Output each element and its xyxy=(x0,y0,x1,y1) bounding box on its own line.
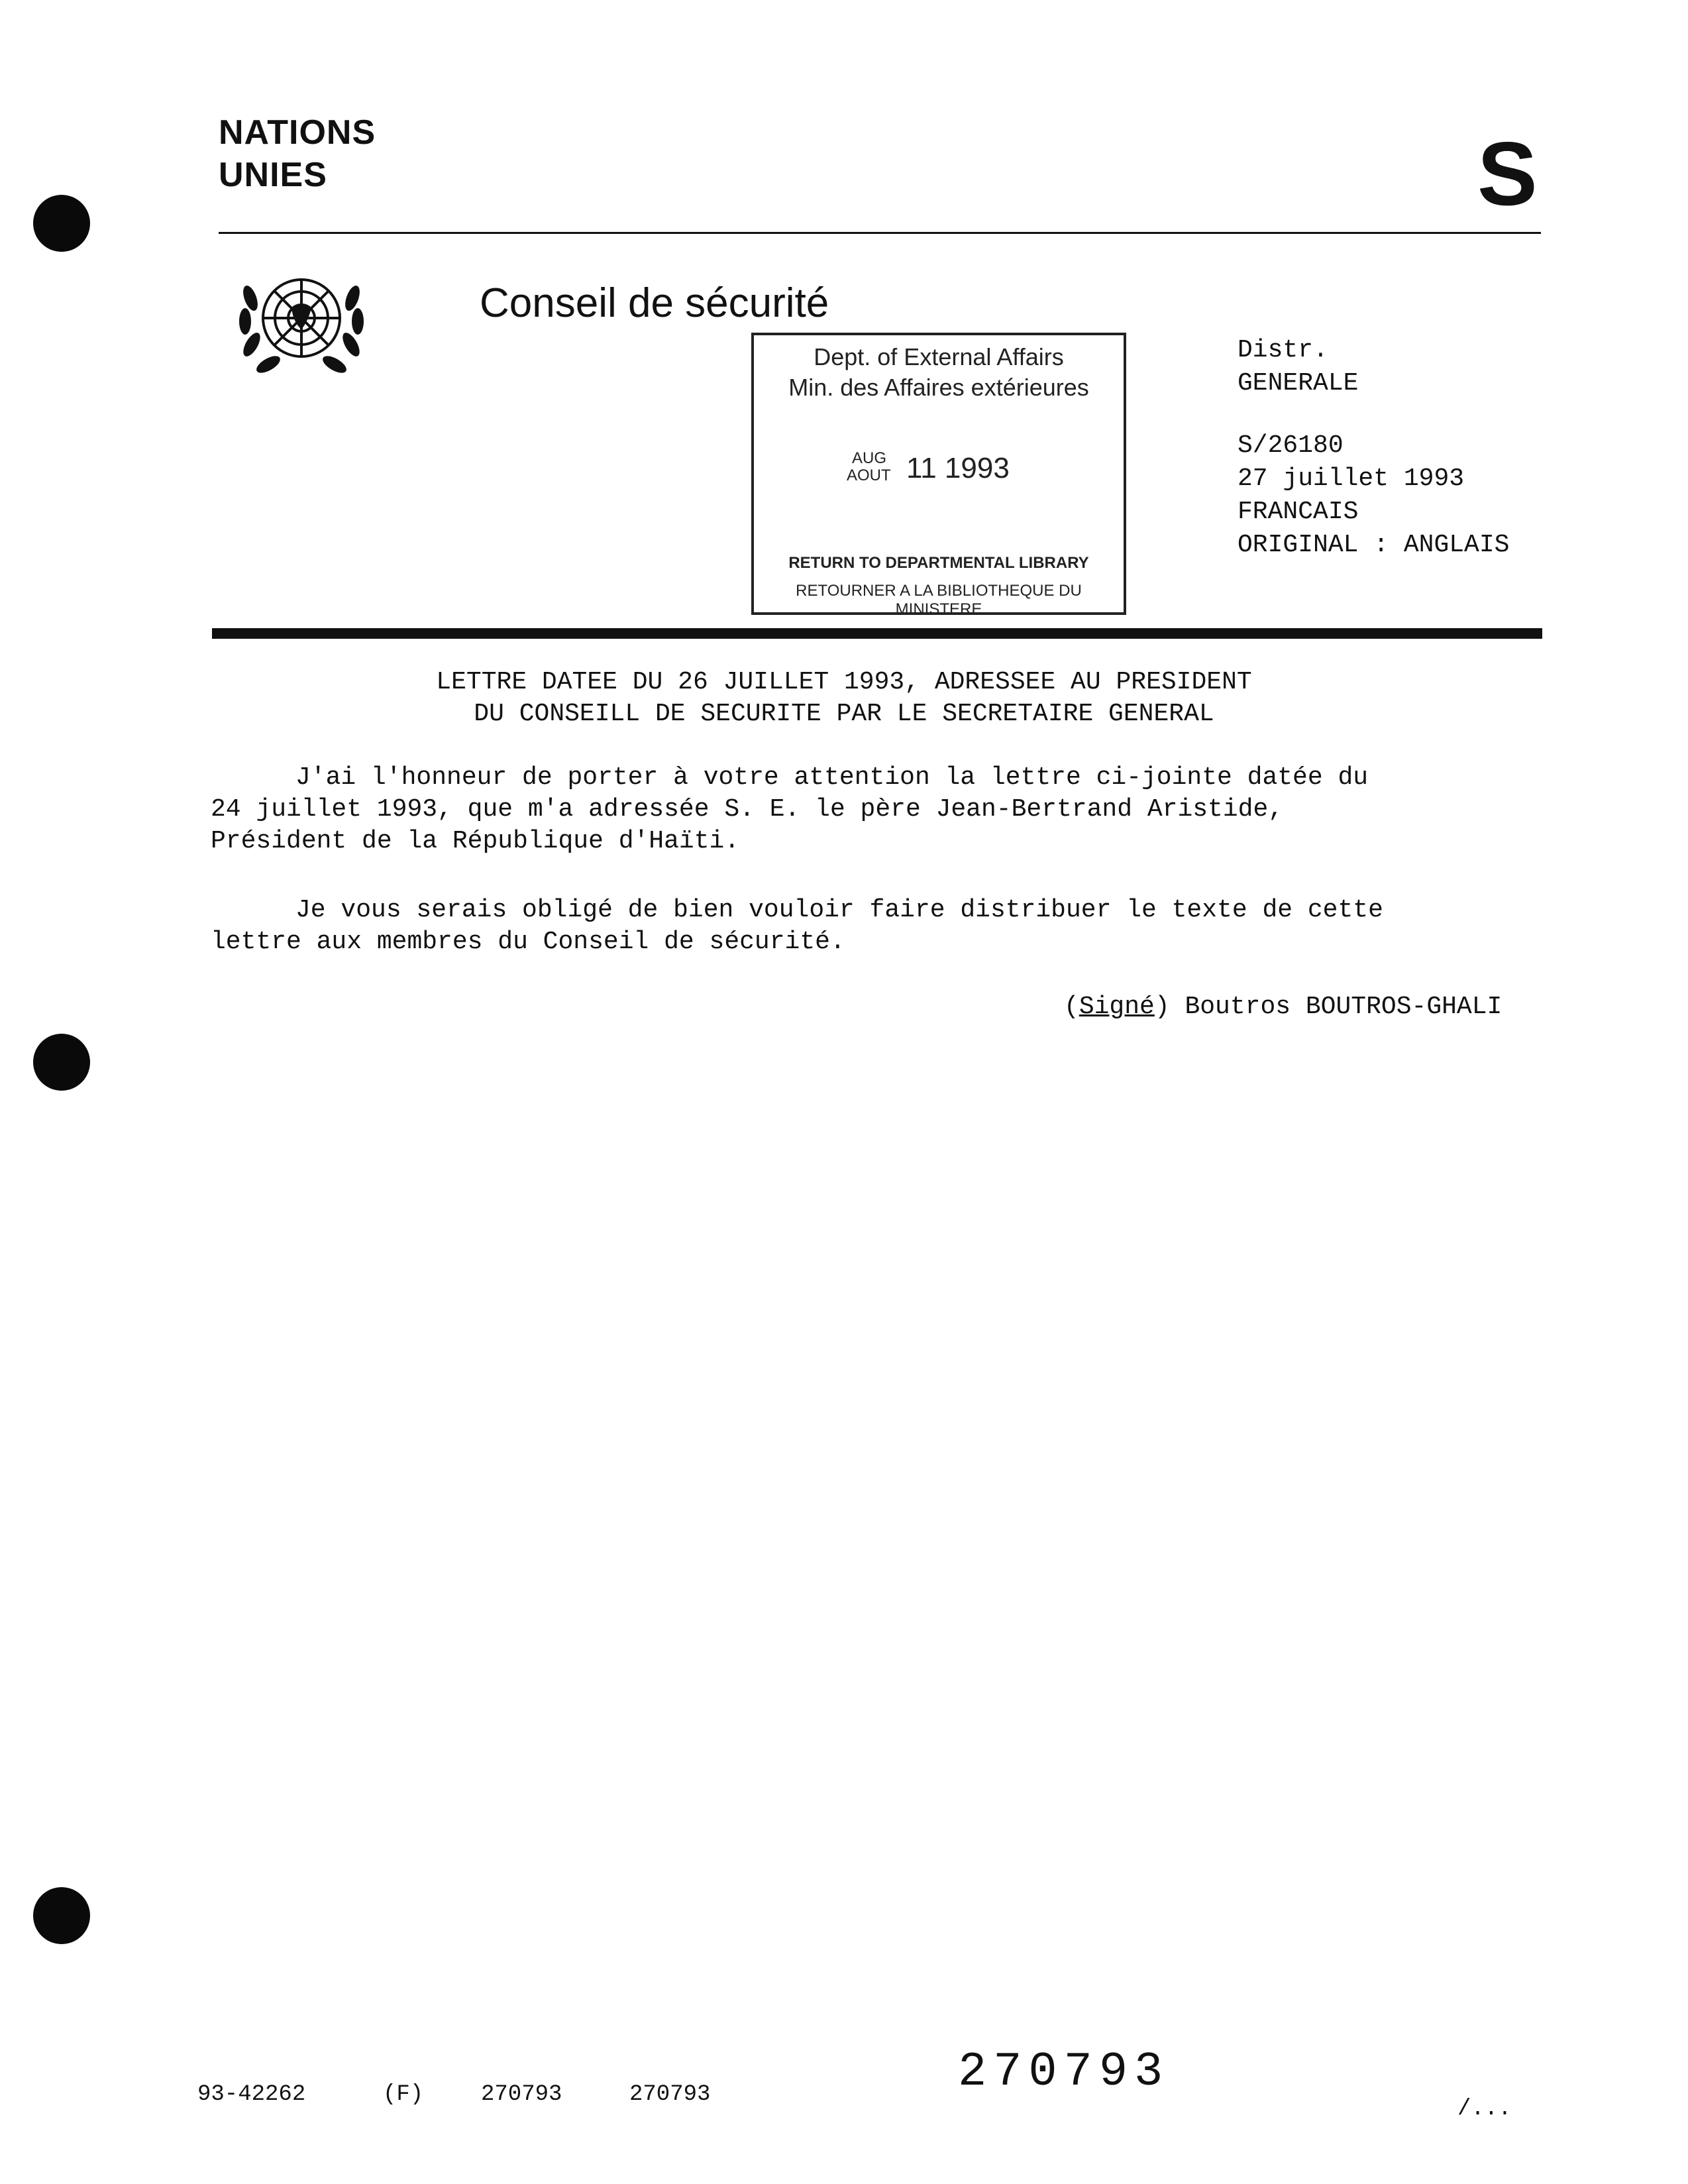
distr-label: Distr. xyxy=(1238,336,1328,364)
paragraph-1 xyxy=(211,762,1549,857)
letter-title-line1: LETTRE DATEE DU 26 JUILLET 1993, ADRESSEE AU PRESIDENT xyxy=(436,668,1252,696)
big-date-number: 270793 xyxy=(958,2045,1170,2099)
stamp-date: 11 1993 xyxy=(906,452,1010,484)
signature-line: (Signé) Boutros BOUTROS-GHALI xyxy=(1064,993,1503,1021)
council-title: Conseil de sécurité xyxy=(480,280,829,326)
letter-title-line2: DU CONSEILL DE SECURITE PAR LE SECRETAIRE GENERAL xyxy=(474,700,1214,728)
stamp-month-en: AUG xyxy=(852,449,887,467)
org-name-line2: UNIES xyxy=(219,156,327,194)
paragraph-2 xyxy=(211,895,1549,958)
paragraph-1-line2: 24 juillet 1993, que m'a adressée S. E. le père Jean-Bertrand Aristide, xyxy=(211,795,1284,824)
paragraph-1-line3: Président de la République d'Haïti. xyxy=(211,827,740,855)
received-stamp xyxy=(751,333,1126,618)
punch-hole-bottom xyxy=(33,1887,90,1944)
signatory-name: Boutros BOUTROS-GHALI xyxy=(1185,993,1503,1021)
original-language: ORIGINAL : ANGLAIS xyxy=(1238,531,1510,559)
punch-hole-middle xyxy=(33,1034,90,1091)
header-rule xyxy=(219,232,1541,234)
paragraph-2-line1: Je vous serais obligé de bien vouloir faire distribuer le texte de cette xyxy=(295,896,1383,924)
footer-date-1: 270793 xyxy=(481,2082,562,2107)
document-symbol: S xyxy=(1477,123,1538,224)
document-date: 27 juillet 1993 xyxy=(1238,464,1465,493)
document-language: FRANCAIS xyxy=(1238,498,1359,526)
stamp-return-en: RETURN TO DEPARTMENTAL LIBRARY xyxy=(788,554,1089,572)
punch-hole-top xyxy=(33,195,90,252)
heavy-rule xyxy=(212,628,1542,639)
stamp-department-fr: Min. des Affaires extérieures xyxy=(788,374,1089,401)
un-emblem-icon xyxy=(225,258,378,384)
paragraph-1-line1: J'ai l'honneur de porter à votre attention la lettre ci-jointe datée du xyxy=(295,763,1369,792)
document-number: S/26180 xyxy=(1238,431,1344,460)
footer-date-2: 270793 xyxy=(629,2082,711,2107)
stamp-department-en: Dept. of External Affairs xyxy=(814,343,1064,370)
stamp-return-fr: RETOURNER A LA BIBLIOTHEQUE DU MINISTERE xyxy=(796,582,1082,618)
distribution-value: GENERALE xyxy=(1238,369,1359,398)
org-name-line1: NATIONS xyxy=(219,113,376,152)
job-number: 93-42262 xyxy=(197,2082,306,2107)
distribution-block xyxy=(1238,334,1542,562)
signed-marker: Signé xyxy=(1079,993,1155,1021)
language-code: (F) xyxy=(383,2082,424,2107)
stamp-month-fr: AOUT xyxy=(847,466,891,484)
paragraph-2-line2: lettre aux membres du Conseil de sécurité. xyxy=(211,928,845,956)
continuation-mark: /... xyxy=(1457,2097,1512,2122)
